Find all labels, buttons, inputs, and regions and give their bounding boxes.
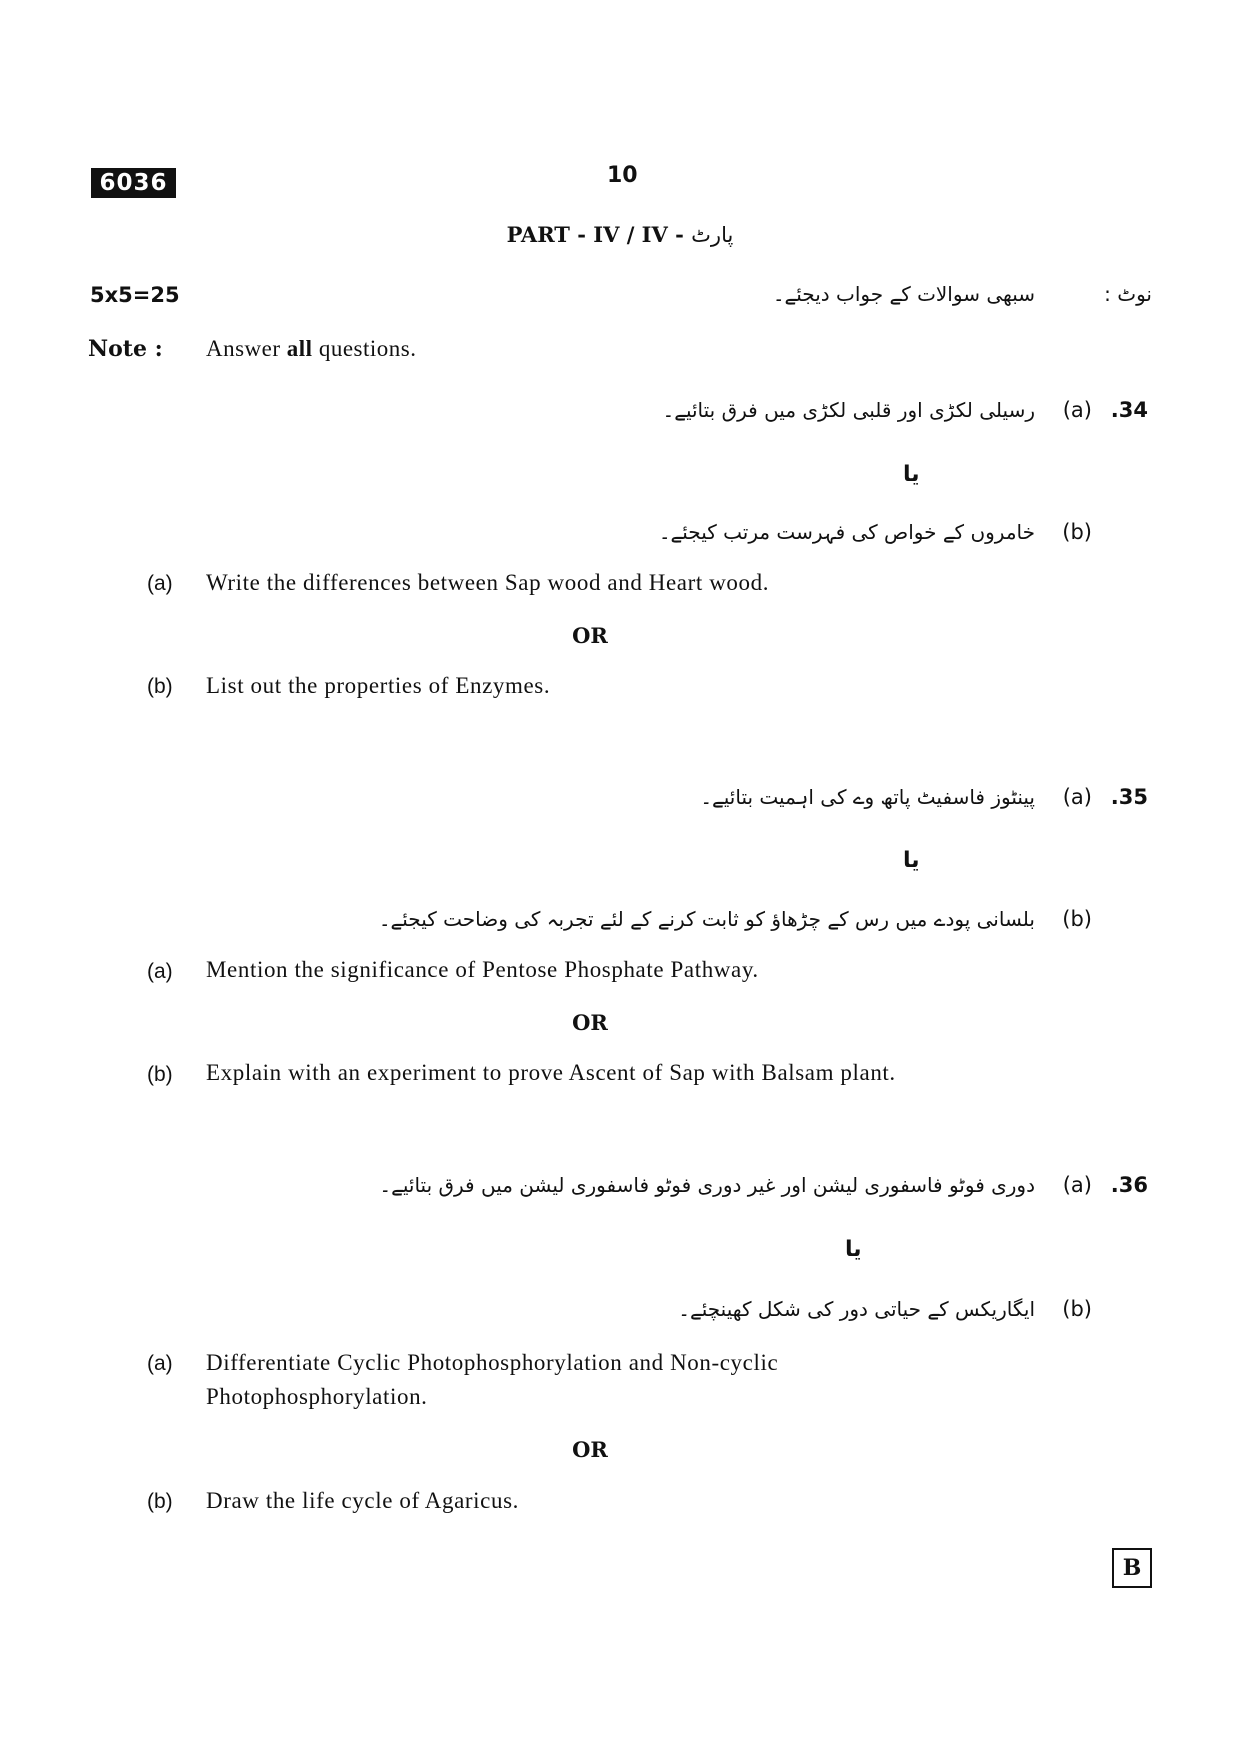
- question-number: .35: [1110, 785, 1148, 809]
- english-option-a-label: (a): [147, 1352, 173, 1375]
- or-label: OR: [572, 623, 608, 648]
- urdu-option-a-label: (a): [1062, 785, 1092, 809]
- part-title-english: PART - IV / IV -: [506, 222, 684, 247]
- urdu-option-a-text: پینٹوز فاسفیٹ پاتھ وے کی اہمیت بتائیے۔: [700, 785, 1035, 809]
- or-label: OR: [572, 1437, 608, 1462]
- note-text-bold: all: [286, 336, 313, 361]
- urdu-note-text: سبھی سوالات کے جواب دیجئے۔: [772, 282, 1035, 306]
- english-option-b-text: Draw the life cycle of Agaricus.: [206, 1488, 519, 1513]
- urdu-or: یا: [903, 848, 920, 873]
- marks-scheme: 5x5=25: [90, 283, 180, 307]
- urdu-option-b-label: (b): [1062, 907, 1092, 931]
- english-option-b-text: Explain with an experiment to prove Ascent of Sap with Balsam plant.: [206, 1060, 896, 1085]
- note-text-after: questions.: [312, 336, 417, 361]
- english-option-a-text-line2: Photophosphorylation.: [206, 1384, 428, 1409]
- english-option-a-text: Mention the significance of Pentose Phosphate Pathway.: [206, 957, 759, 982]
- question-number: .36: [1110, 1173, 1148, 1197]
- urdu-note-label: نوٹ :: [1104, 282, 1152, 306]
- urdu-or: یا: [845, 1237, 862, 1262]
- urdu-option-b-text: خامروں کے خواص کی فہرست مرتب کیجئے۔: [658, 520, 1035, 544]
- urdu-or: یا: [903, 462, 920, 487]
- english-option-a-label: (a): [147, 572, 173, 595]
- urdu-option-a-label: (a): [1062, 398, 1092, 422]
- english-option-a-text: Write the differences between Sap wood and Heart wood.: [206, 570, 770, 595]
- english-option-a-text-line1: Differentiate Cyclic Photophosphorylation and Non-cyclic: [206, 1350, 779, 1375]
- or-label: OR: [572, 1010, 608, 1035]
- booklet-letter-box: B: [1112, 1548, 1152, 1588]
- urdu-option-a-label: (a): [1062, 1173, 1092, 1197]
- english-option-b-label: (b): [147, 1063, 173, 1086]
- urdu-option-b-text: بلسانی پودے میں رس کے چڑھاؤ کو ثابت کرنے کے لئے تجربہ کی وضاحت کیجئے۔: [378, 907, 1035, 931]
- note-text-before: Answer: [206, 336, 287, 361]
- urdu-option-b-label: (b): [1062, 520, 1092, 544]
- english-option-b-label: (b): [147, 675, 173, 698]
- urdu-option-b-label: (b): [1062, 1297, 1092, 1321]
- note-label: Note :: [88, 336, 163, 362]
- english-option-a-label: (a): [147, 960, 173, 983]
- part-title-urdu: پارٹ: [691, 223, 734, 247]
- part-title: [0, 222, 1240, 247]
- urdu-option-b-text: ایگاریکس کے حیاتی دور کی شکل کھینچئے۔: [678, 1297, 1035, 1321]
- english-option-b-label: (b): [147, 1490, 173, 1513]
- english-option-b-text: List out the properties of Enzymes.: [206, 673, 551, 698]
- paper-code-badge: 6036: [91, 168, 176, 198]
- note-text: [206, 336, 416, 362]
- question-number: .34: [1110, 398, 1148, 422]
- page-number: 10: [607, 163, 638, 188]
- urdu-option-a-text: دوری فوٹو فاسفوری لیشن اور غیر دوری فوٹو فاسفوری لیشن میں فرق بتائیے۔: [379, 1173, 1035, 1197]
- urdu-option-a-text: رسیلی لکڑی اور قلبی لکڑی میں فرق بتائیے۔: [662, 398, 1035, 422]
